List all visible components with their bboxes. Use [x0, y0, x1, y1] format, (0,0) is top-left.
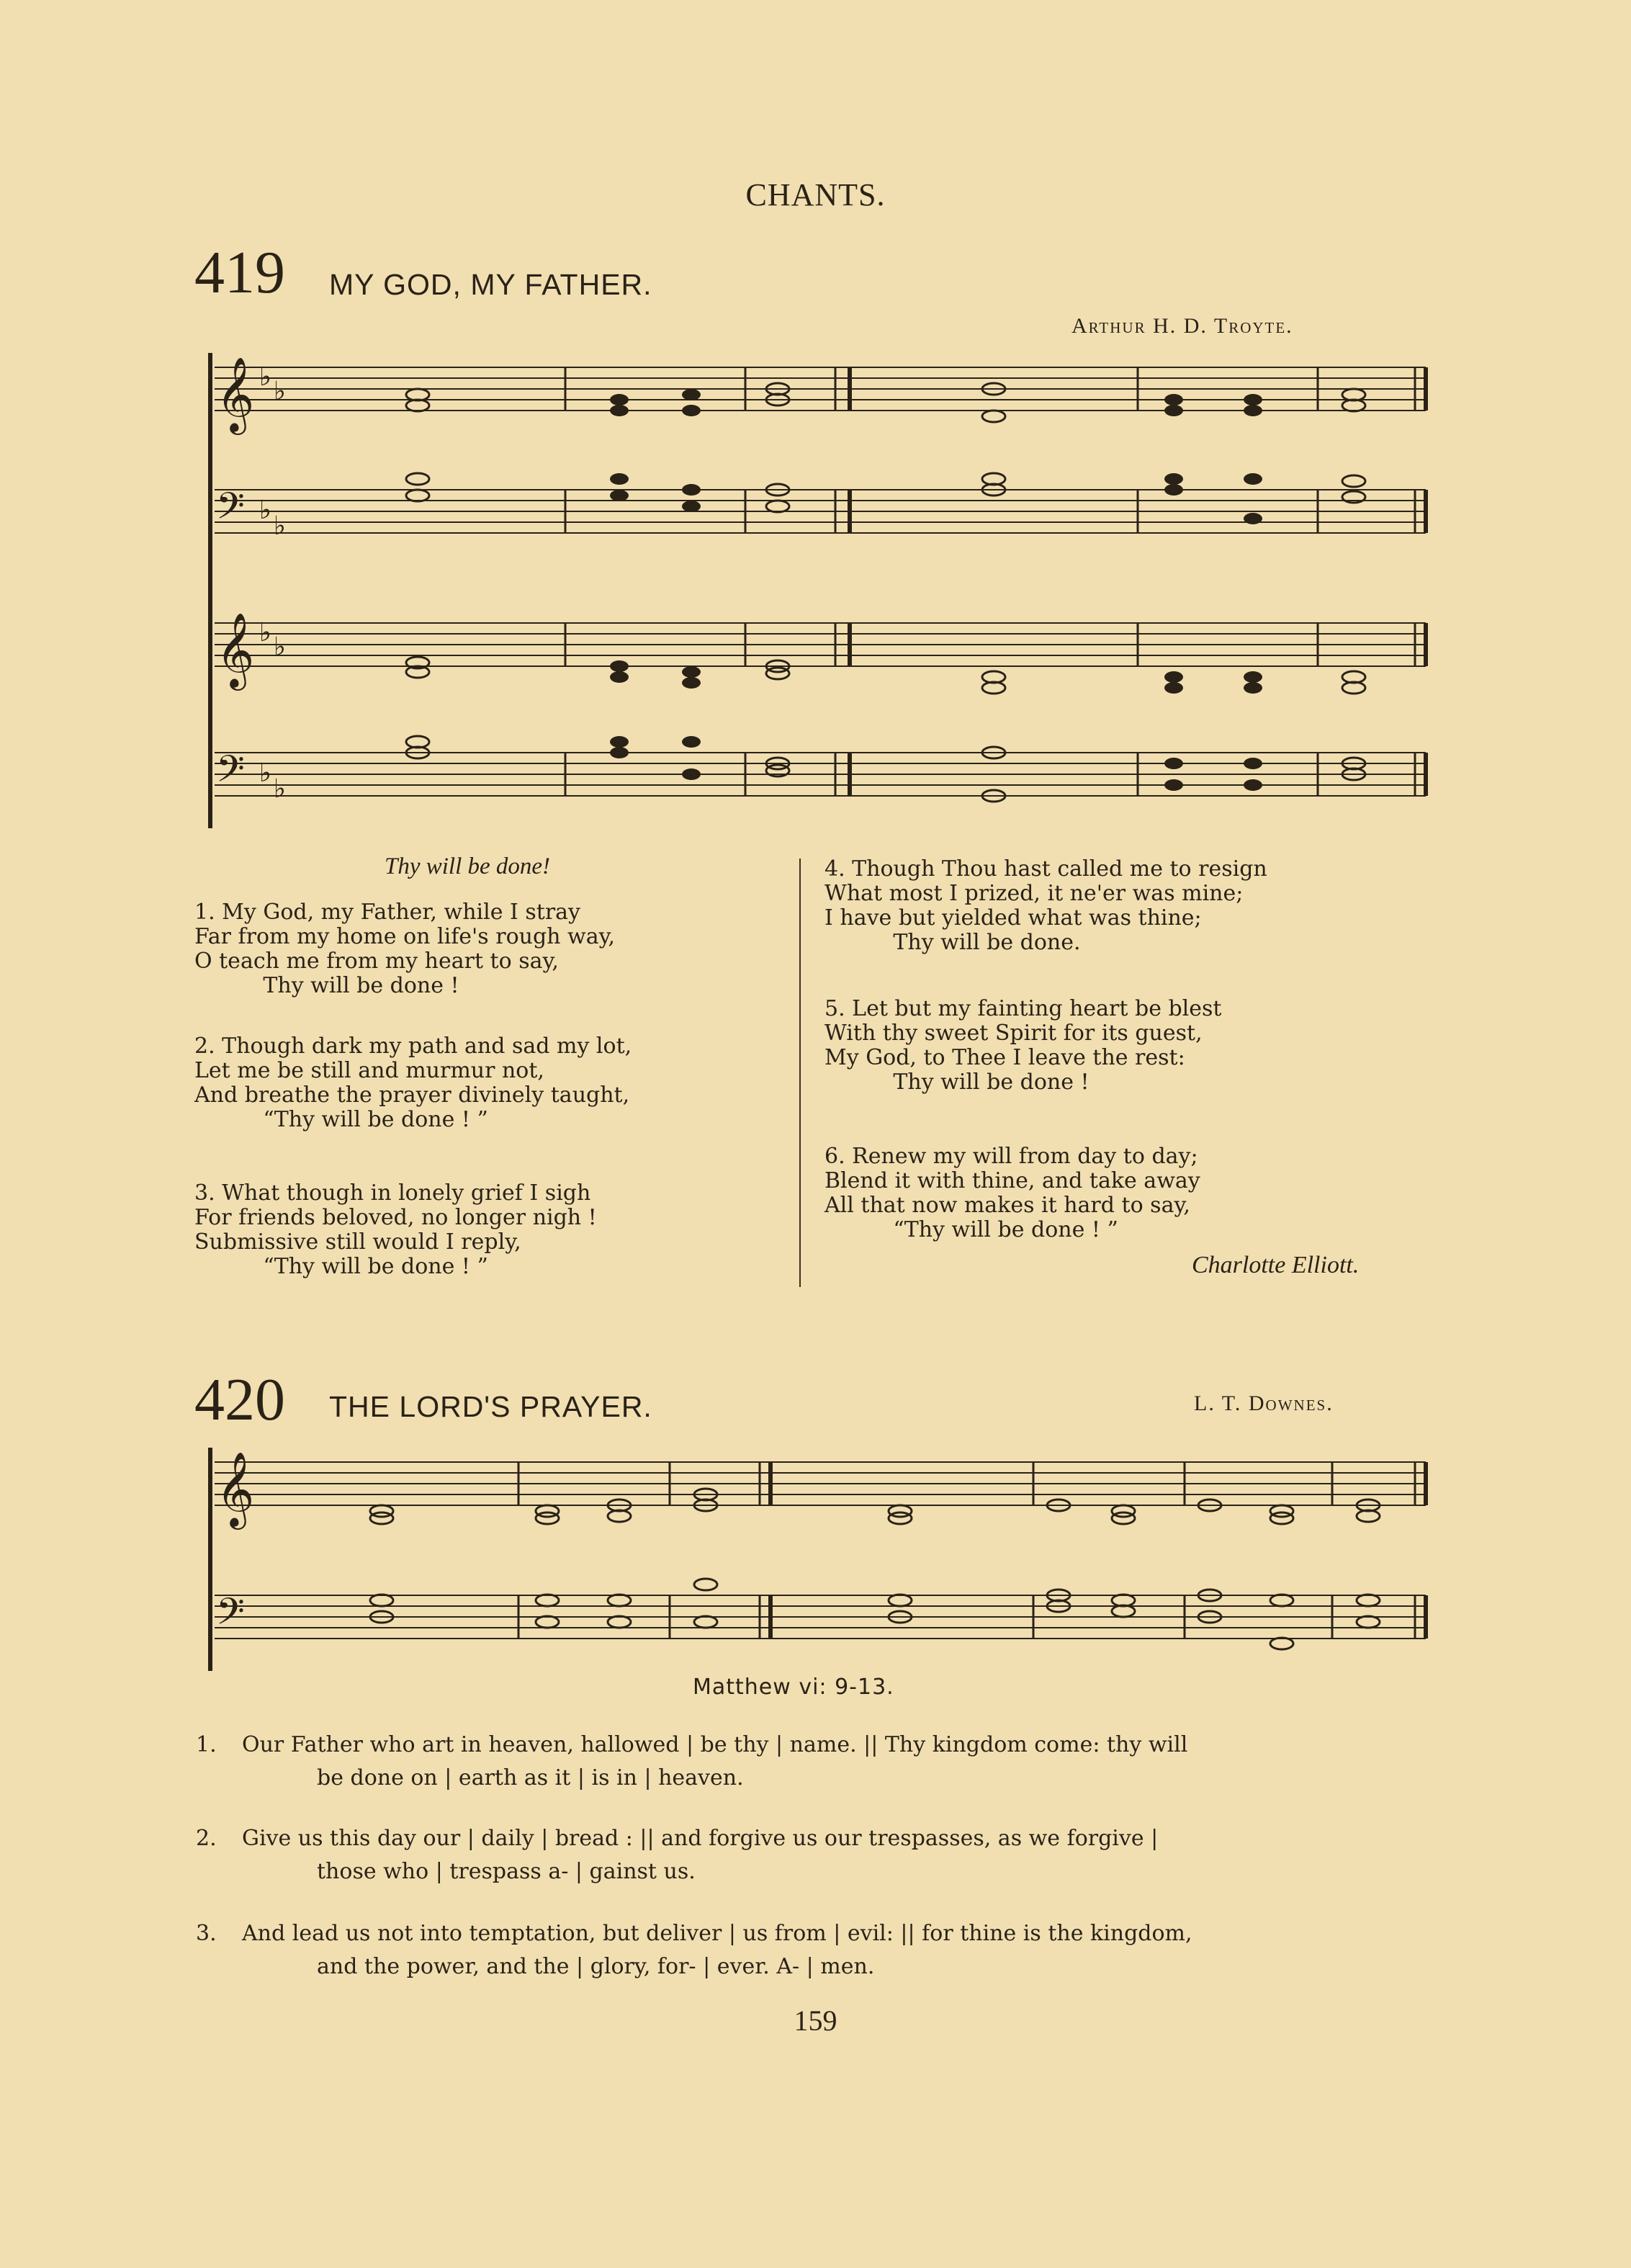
- stanza-6: 6. Renew my will from day to day; Blend it with thine, and take away All that now makes it hard to say, “Thy will be done ! ”: [825, 1144, 1200, 1242]
- svg-text:♭: ♭: [259, 496, 271, 525]
- svg-text:♭: ♭: [259, 758, 271, 788]
- verse-line: Our Father who art in heaven, hallowed | be thy | name. || Thy kingdom come: thy will: [242, 1732, 1188, 1757]
- music-score-419: [202, 346, 1433, 835]
- verse-line-continued: and the power, and the | glory, for- | ever. A- | men.: [317, 1954, 875, 1979]
- verse-number: 1.: [196, 1732, 217, 1757]
- composer-419: Arthur H. D. Troyte.: [1071, 314, 1293, 338]
- page-header: CHANTS.: [745, 177, 886, 212]
- stanza-4: 4. Though Thou hast called me to resign What most I prized, it ne'er was mine; I have but yielded what was thine; Thy will be done.: [825, 856, 1267, 955]
- stanza-5: 5. Let but my fainting heart be blest With thy sweet Spirit for its guest, My God, to Thee I leave the rest: Thy will be done !: [825, 996, 1222, 1095]
- verse-line: And lead us not into temptation, but deliver | us from | evil: || for thine is the kingdom,: [242, 1921, 1192, 1946]
- composer-420: L. T. Downes.: [1194, 1391, 1334, 1415]
- verse-3: [196, 1917, 1434, 1984]
- staff-treble-1: [215, 367, 1426, 411]
- hymn-number-420: 420: [194, 1366, 285, 1433]
- svg-text:♭: ♭: [274, 377, 286, 406]
- stanza-3: 3. What though in lonely grief I sigh For friends beloved, no longer nigh ! Submissive still would I reply, “Thy will be done ! ”: [194, 1180, 597, 1279]
- svg-text:♭: ♭: [259, 618, 271, 647]
- stanza-1: 1. My God, my Father, while I stray Far from my home on life's rough way, O teach me from my heart to say, Thy will be done !: [194, 900, 616, 998]
- verse-number: 3.: [196, 1921, 217, 1946]
- author-419: Charlotte Elliott.: [1192, 1252, 1360, 1278]
- svg-text:♭: ♭: [274, 774, 286, 804]
- verse-line-continued: be done on | earth as it | is in | heaven.: [317, 1765, 744, 1790]
- svg-text:𝄞: 𝄞: [216, 612, 255, 688]
- svg-text:𝄞: 𝄞: [216, 1451, 255, 1527]
- hymn-title-420: THE LORD'S PRAYER.: [329, 1390, 652, 1423]
- verse-line-continued: those who | trespass a- | gainst us.: [317, 1859, 696, 1884]
- stanza-2: 2. Though dark my path and sad my lot, Let me be still and murmur not, And breathe the prayer divinely taught, “Thy will be done ! ”: [194, 1034, 632, 1132]
- svg-text:𝄢: 𝄢: [216, 1590, 245, 1642]
- verse-2: [196, 1822, 1434, 1888]
- verse-line: Give us this day our | daily | bread : || and forgive us our trespasses, as we forgive |: [242, 1826, 1159, 1851]
- hymn-title-419: MY GOD, MY FATHER.: [329, 268, 652, 301]
- svg-text:𝄢: 𝄢: [216, 484, 245, 537]
- page-number: 159: [794, 2004, 837, 2037]
- svg-text:𝄞: 𝄞: [216, 357, 255, 432]
- hymn-number-419: 419: [194, 239, 285, 306]
- svg-text:♭: ♭: [259, 362, 271, 392]
- svg-text:𝄢: 𝄢: [216, 747, 245, 799]
- scripture-source: Matthew vi: 9-13.: [693, 1675, 894, 1700]
- stanza-title-419: Thy will be done!: [385, 853, 551, 879]
- svg-text:♭: ♭: [274, 511, 286, 541]
- music-score-420: [202, 1440, 1433, 1678]
- verse-number: 2.: [196, 1826, 217, 1851]
- svg-text:♭: ♭: [274, 632, 286, 662]
- verse-1: [196, 1729, 1434, 1795]
- column-divider: [799, 859, 801, 1287]
